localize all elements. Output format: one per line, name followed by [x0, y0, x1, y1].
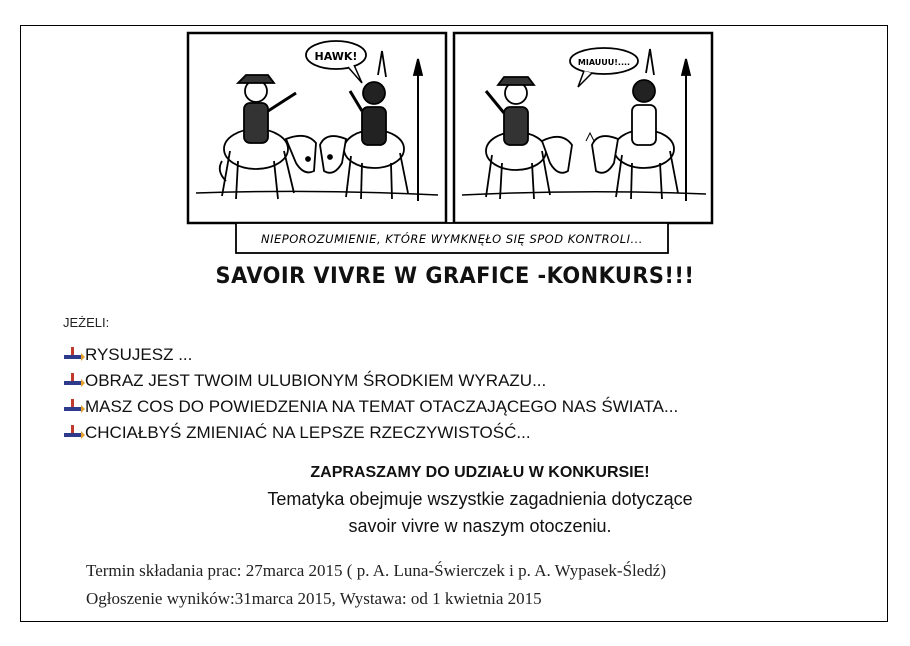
- invitation-line-2: savoir vivre w naszym otoczeniu.: [348, 516, 612, 536]
- arrow-bullet-icon: [63, 398, 85, 416]
- speech-bubble-2-text: MIAUUU!....: [577, 58, 631, 67]
- bullet-text: CHCIAŁBYŚ ZMIENIAĆ NA LEPSZE RZECZYWISTOŚĆ...: [85, 423, 531, 442]
- bullet-text: RYSUJESZ ...: [85, 345, 193, 364]
- invitation-line-1: Tematyka obejmuje wszystkie zagadnienia dotyczące: [267, 489, 693, 509]
- poster-frame: [20, 25, 888, 622]
- list-item: [63, 394, 678, 420]
- list-item: [63, 420, 678, 446]
- deadline-text: Termin składania prac: 27marca 2015 ( p. A. Luna-Świerczek i p. A. Wypasek-Śledź): [86, 561, 667, 580]
- comic-caption-text: NIEPOROZUMIENIE, KTÓRE WYMKNĘŁO SIĘ SPOD KONTROLI...: [261, 232, 643, 246]
- dates-block: [86, 557, 666, 613]
- comic-strip: [186, 31, 716, 257]
- arrow-bullet-icon: [63, 346, 85, 364]
- invitation-headline: ZAPRASZAMY DO UDZIAŁU W KONKURSIE!: [310, 464, 650, 481]
- results-text: Ogłoszenie wyników:31marca 2015, Wystawa: od 1 kwietnia 2015: [86, 589, 542, 608]
- bullet-text: OBRAZ JEST TWOIM ULUBIONYM ŚRODKIEM WYRAZU...: [85, 371, 547, 390]
- bullet-text: MASZ COS DO POWIEDZENIA NA TEMAT OTACZAJĄCEGO NAS ŚWIATA...: [85, 397, 679, 416]
- arrow-bullet-icon: [63, 424, 85, 442]
- list-item: [63, 368, 678, 394]
- speech-bubble-1-text: HAWK!: [314, 50, 358, 63]
- if-label: JEŻELI:: [63, 315, 110, 330]
- bullet-list: [63, 342, 678, 446]
- list-item: [63, 342, 678, 368]
- arrow-bullet-icon: [63, 372, 85, 390]
- page-title: SAVOIR VIVRE W GRAFICE -KONKURS!!!: [215, 264, 695, 289]
- invitation-block: [21, 460, 910, 540]
